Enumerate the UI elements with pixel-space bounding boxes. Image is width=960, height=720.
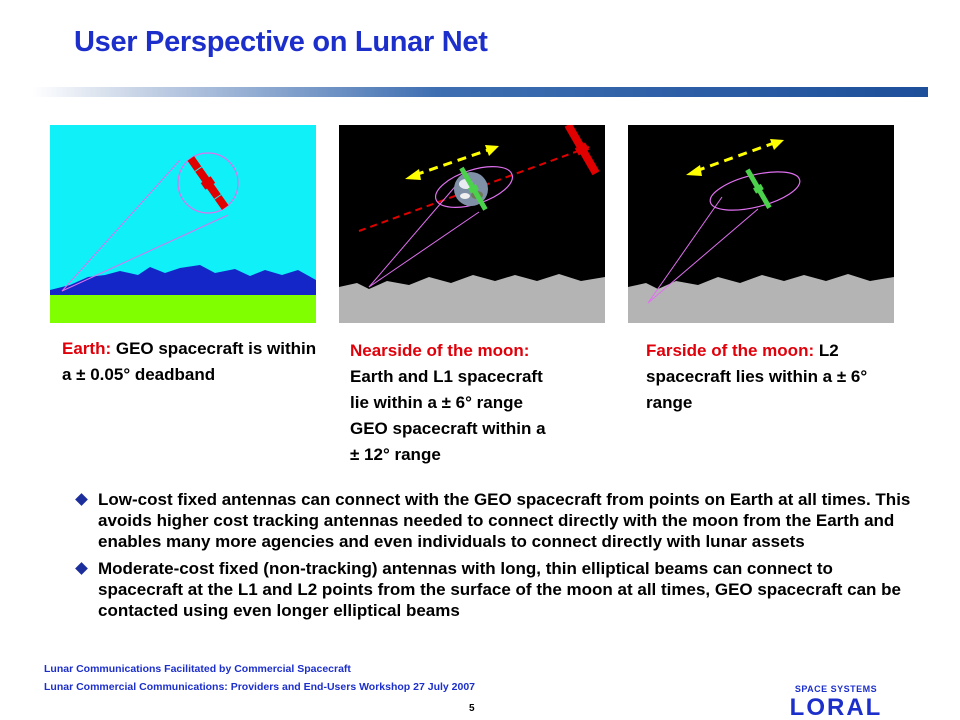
earth-ground bbox=[50, 295, 316, 323]
nearside-caption-line: lie within a ± 6° range bbox=[350, 393, 523, 412]
bullet-text: Low-cost fixed antennas can connect with the GEO spacecraft from points on Earth at all times. This avoids higher cost tracking antennas needed to connect directly with the moon from the Earth and enables many more agencies and even individuals to connect directly with lunar assets bbox=[98, 490, 911, 551]
nearside-caption-highlight: Nearside of the moon: bbox=[350, 341, 530, 360]
slide-title: User Perspective on Lunar Net bbox=[74, 26, 488, 58]
page-number: 5 bbox=[469, 703, 475, 714]
bullet-item bbox=[76, 558, 916, 621]
earth-panel-illustration bbox=[50, 125, 316, 323]
footer-line-1: Lunar Communications Facilitated by Commercial Spacecraft bbox=[44, 663, 351, 675]
farside-panel-illustration bbox=[628, 125, 894, 323]
logo-top-text: SPACE SYSTEMS bbox=[794, 684, 878, 694]
diamond-bullet-icon bbox=[76, 494, 88, 506]
diamond-bullet-icon bbox=[76, 563, 88, 575]
space-systems-loral-logo bbox=[766, 683, 906, 717]
nearside-panel-illustration bbox=[339, 125, 605, 323]
logo-bottom-text: LORAL bbox=[789, 694, 883, 717]
nearside-caption-line: Earth and L1 spacecraft bbox=[350, 367, 543, 386]
farside-caption-highlight: Farside of the moon: bbox=[646, 341, 815, 360]
title-divider-bar bbox=[32, 87, 928, 97]
bullet-item bbox=[76, 489, 916, 552]
nearside-caption bbox=[350, 338, 612, 468]
farside-caption-text: L2 spacecraft lies within a ± 6° range bbox=[646, 341, 868, 412]
nearside-caption-line: GEO spacecraft within a bbox=[350, 419, 546, 438]
bullet-list bbox=[76, 489, 916, 627]
footer-line-2: Lunar Commercial Communications: Providers and End-Users Workshop 27 July 2007 bbox=[44, 681, 476, 693]
earth-caption-highlight: Earth: bbox=[62, 339, 112, 358]
earth-caption-text: GEO spacecraft is within a ± 0.05° deadband bbox=[62, 339, 317, 384]
bullet-text: Moderate-cost fixed (non-tracking) antennas with long, thin elliptical beams can connect to spacecraft at the L1 and L2 points from the surface of the moon at all times, GEO spacecraft can be contacted using even longer elliptical beams bbox=[98, 559, 901, 620]
nearside-caption-line: ± 12° range bbox=[350, 445, 441, 464]
earth-caption bbox=[62, 336, 324, 388]
farside-caption bbox=[646, 338, 908, 416]
